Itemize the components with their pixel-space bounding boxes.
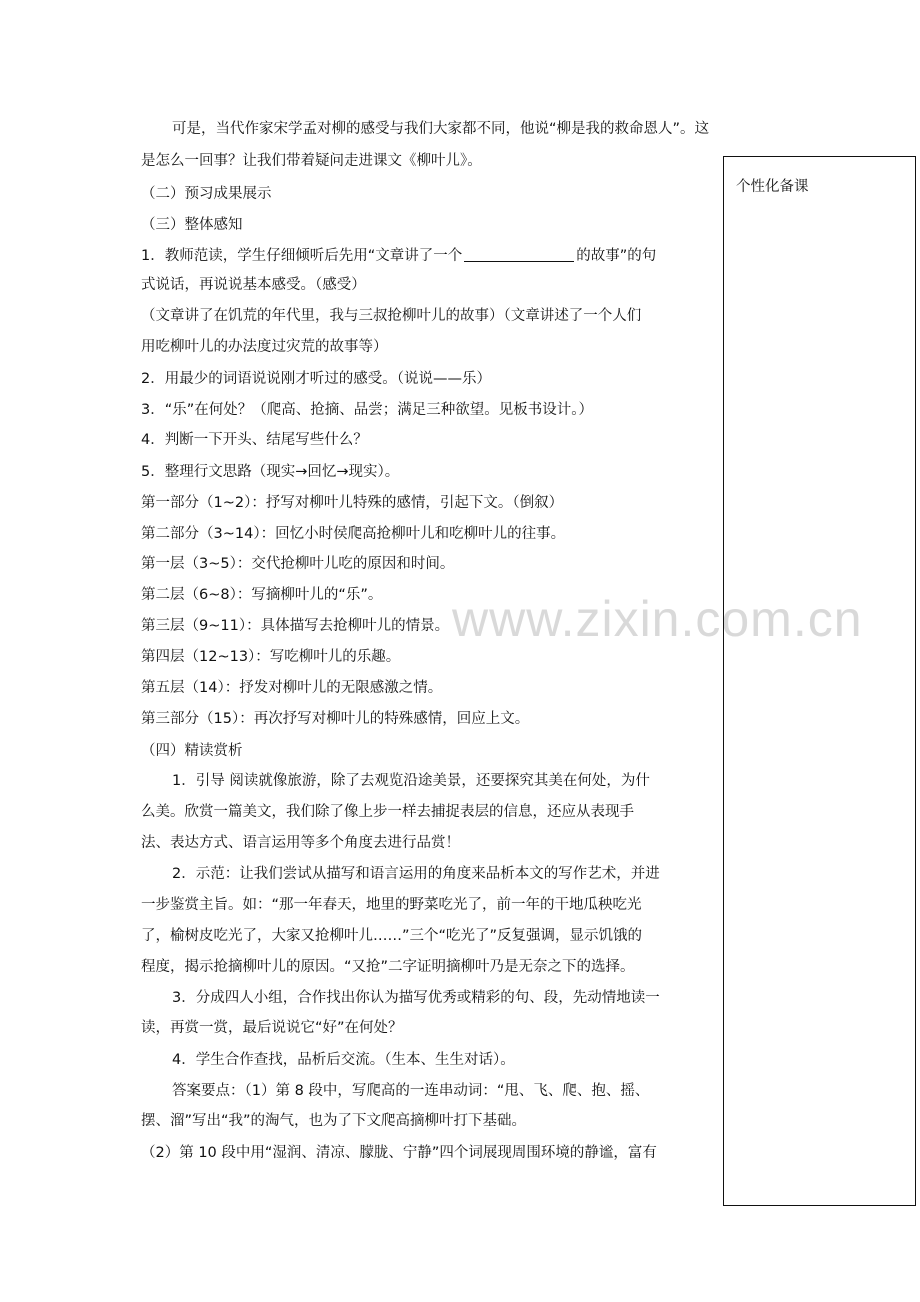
paragraph-line: 式说话，再说说基本感受。（感受）	[141, 277, 366, 293]
paragraph-line: 2．用最少的词语说说刚才听过的感受。（说说——乐）	[141, 371, 491, 387]
text-segment: 1．教师范读，学生仔细倾听后先用“文章讲了一个	[141, 248, 463, 264]
paragraph-line: 2．示范：让我们尝试从描写和语言运用的角度来品析本文的写作艺术，并进	[172, 866, 660, 882]
paragraph-line: 第四层（12~13）：写吃柳叶儿的乐趣。	[141, 649, 401, 665]
paragraph-line: 答案要点：（1）第 8 段中，写爬高的一连串动词：“甩、飞、爬、抱、摇、	[172, 1083, 650, 1099]
paragraph-line: 3．分成四人小组，合作找出你认为描写优秀或精彩的句、段，先动情地读一	[172, 990, 660, 1006]
paragraph-line: （文章讲了在饥荒的年代里，我与三叔抢柳叶儿的故事）（文章讲述了一个人们	[141, 308, 642, 324]
paragraph-line: 用吃柳叶儿的办法度过灾荒的故事等）	[141, 339, 388, 355]
paragraph-line: 3．“乐”在何处？（爬高、抢摘、品尝；满足三种欲望。见板书设计。）	[141, 402, 593, 418]
paragraph-line: 第一部分（1~2）：抒写对柳叶儿特殊的感情，引起下文。（倒叙）	[141, 495, 564, 511]
paragraph-line	[141, 246, 656, 266]
paragraph-line: 一步鉴赏主旨。如：“那一年春天，地里的野菜吃光了，前一年的干地瓜秧吃光	[141, 897, 642, 913]
paragraph-line: 摆、溜”写出“我”的淘气，也为了下文爬高摘柳叶打下基础。	[141, 1113, 527, 1129]
paragraph-line: 第一层（3~5）：交代抢柳叶儿吃的原因和时间。	[141, 556, 455, 572]
text-segment: 的故事”的句	[576, 248, 657, 264]
paragraph-line: 第三层（9~11）：具体描写去抢柳叶儿的情景。	[141, 618, 450, 634]
paragraph-line: 了，榆树皮吃光了，大家又抢柳叶儿……”三个“吃光了”反复强调，显示饥饿的	[141, 928, 643, 944]
paragraph-line: 1．引导 阅读就像旅游，除了去观览沿途美景，还要探究其美在何处，为什	[172, 773, 650, 789]
paragraph-line: 4．学生合作查找，品析后交流。（生本、生生对话）。	[172, 1052, 515, 1068]
paragraph-line: 第二部分（3~14）：回忆小时侯爬高抢柳叶儿和吃柳叶儿的往事。	[141, 526, 566, 542]
personalized-notes-box	[723, 156, 916, 1206]
paragraph-line: 程度，揭示抢摘柳叶儿的原因。“又抢”二字证明摘柳叶乃是无奈之下的选择。	[141, 959, 635, 975]
paragraph-line: 法、表达方式、语言运用等多个角度去进行品赏！	[141, 835, 460, 851]
section-heading: （二）预习成果展示	[141, 186, 272, 202]
sidebar-title: 个性化备课	[736, 179, 809, 195]
paragraph-line: 5．整理行文思路（现实→回忆→现实）。	[141, 464, 400, 480]
paragraph-line: 是怎么一回事？让我们带着疑问走进课文《柳叶儿》。	[141, 153, 482, 169]
paragraph-line: 第二层（6~8）：写摘柳叶儿的“乐”。	[141, 587, 383, 603]
paragraph-line: 么美。欣赏一篇美文，我们除了像上步一样去捕捉表层的信息，还应从表现手	[141, 804, 634, 820]
paragraph-line: 第五层（14）：抒发对柳叶儿的无限感激之情。	[141, 680, 443, 696]
watermark: www.zixin.com.cn	[452, 591, 863, 647]
paragraph-line: 可是，当代作家宋学孟对柳的感受与我们大家都不同，他说“柳是我的救命恩人”。这	[172, 121, 710, 137]
paragraph-line: 读，再赏一赏，最后说说它“好”在何处？	[141, 1020, 403, 1036]
paragraph-line: 第三部分（15）：再次抒写对柳叶儿的特殊感情，回应上文。	[141, 711, 530, 727]
paragraph-line: （2）第 10 段中用“湿润、清凉、朦胧、宁静”四个词展现周围环境的静谧，富有	[141, 1145, 657, 1161]
section-heading: （三）整体感知	[141, 217, 243, 233]
section-heading: （四）精读赏析	[141, 743, 243, 759]
paragraph-line: 4．判断一下开头、结尾写些什么？	[141, 432, 368, 448]
fill-blank	[464, 247, 574, 262]
